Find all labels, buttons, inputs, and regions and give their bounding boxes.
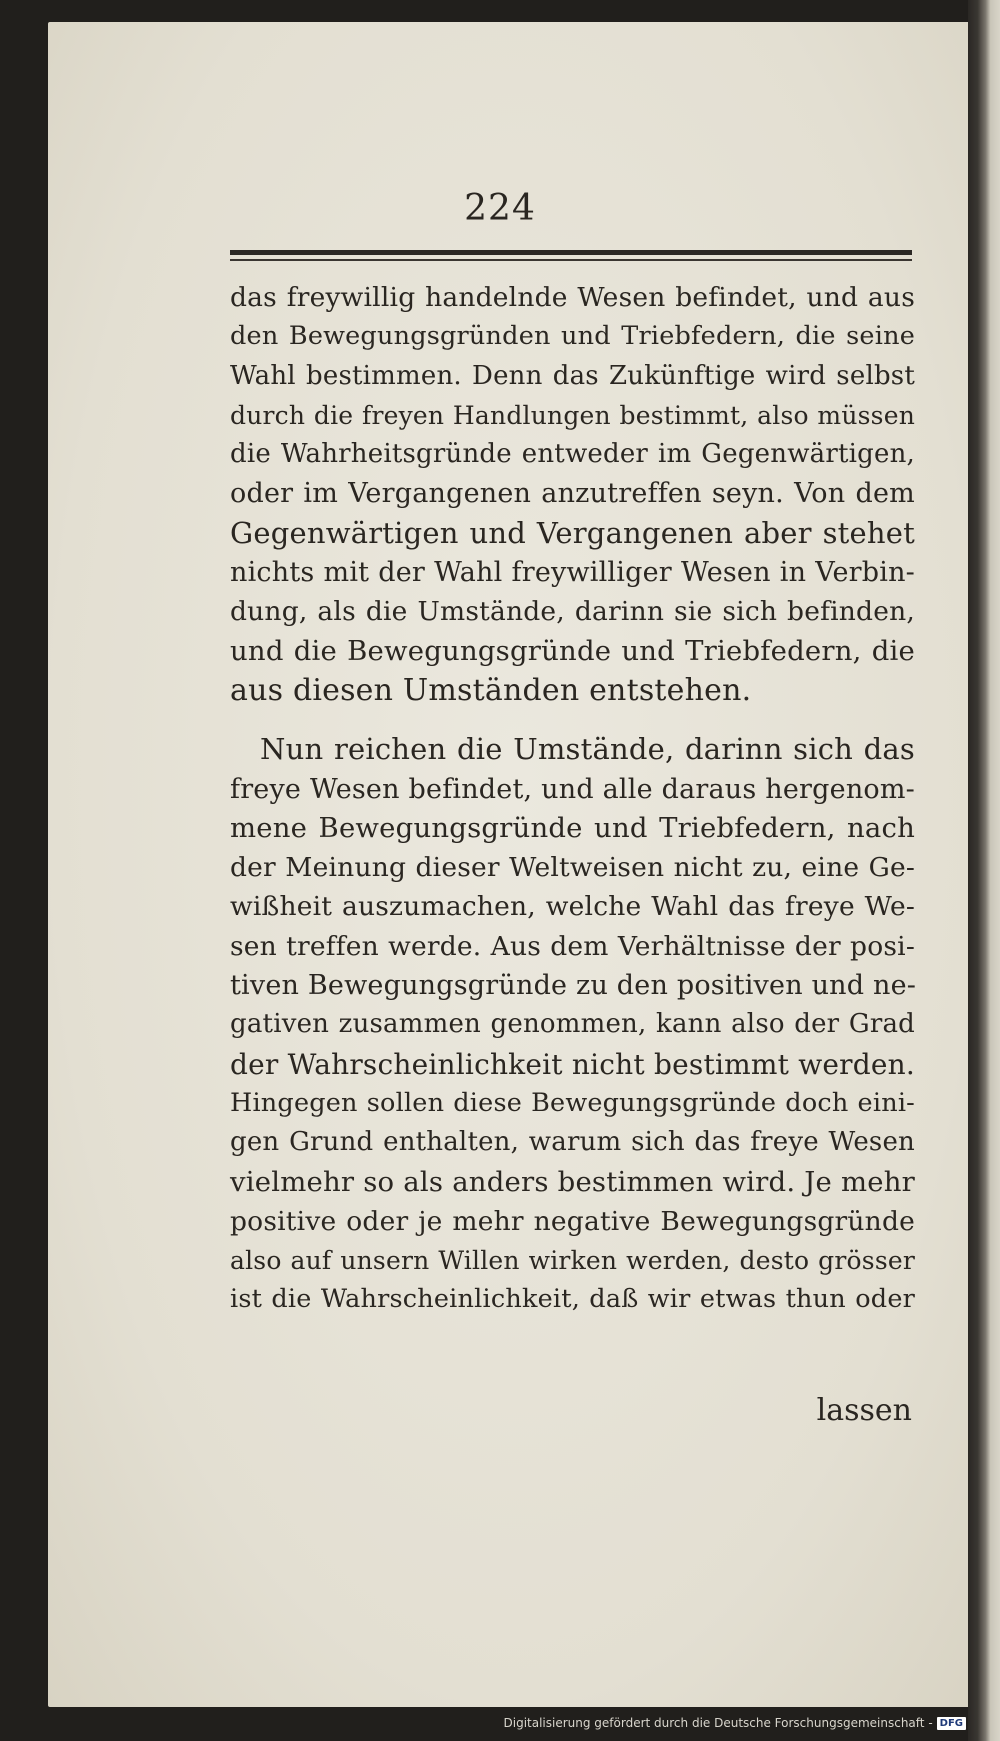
text-line: die Wahrheitsgründe entweder im Gegenwärtigen, xyxy=(230,439,915,470)
text-line: der Wahrscheinlichkeit nicht bestimmt werden. xyxy=(230,1047,915,1081)
paragraph-2 xyxy=(230,730,915,1319)
body-text xyxy=(230,278,915,1320)
text-line: freye Wesen befindet, und alle daraus hergenom- xyxy=(230,773,915,805)
text-line: Wahl bestimmen. Denn das Zukünftige wird selbst xyxy=(230,360,915,391)
text-line: wißheit auszumachen, welche Wahl das freye We- xyxy=(230,891,915,923)
text-line: das freywillig handelnde Wesen befindet, und aus xyxy=(230,282,915,313)
text-line: dung, als die Umstände, darinn sie sich befinden, xyxy=(230,596,915,628)
paragraph-gap xyxy=(230,710,915,730)
text-line: positive oder je mehr negative Bewegungsgründe xyxy=(230,1205,915,1237)
text-line: ist die Wahrscheinlichkeit, daß wir etwas thun oder xyxy=(230,1284,915,1315)
text-line: aus diesen Umständen entstehen. xyxy=(230,672,752,708)
text-line: gen Grund enthalten, warum sich das freye Wesen xyxy=(230,1127,915,1158)
text-line: Hingegen sollen diese Bewegungsgründe doch eini- xyxy=(230,1087,915,1118)
text-line: nichts mit der Wahl freywilliger Wesen in Verbin- xyxy=(230,557,915,589)
text-line: vielmehr so als anders bestimmen wird. Je mehr xyxy=(230,1165,915,1198)
paragraph-1 xyxy=(230,278,915,710)
text-line: der Meinung dieser Weltweisen nicht zu, eine Ge- xyxy=(230,852,915,884)
header-rule-thin xyxy=(230,259,912,261)
text-line: Nun reichen die Umstände, darinn sich das xyxy=(260,732,915,767)
credit-text: Digitalisierung gefördert durch die Deutsche Forschungsgemeinschaft - xyxy=(503,1716,933,1730)
catchword: lassen xyxy=(816,1393,912,1428)
text-line: also auf unsern Willen wirken werden, desto grösser xyxy=(230,1246,915,1276)
text-line: gativen zusammen genommen, kann also der Grad xyxy=(230,1009,915,1040)
text-line: durch die freyen Handlungen bestimmt, also müssen xyxy=(230,400,915,430)
header-rule xyxy=(230,250,912,262)
page-number: 224 xyxy=(464,188,536,229)
book-gutter xyxy=(968,0,1000,1741)
header-rule-thick xyxy=(230,250,912,255)
dfg-logo: DFG xyxy=(937,1717,966,1730)
text-line: den Bewegungsgründen und Triebfedern, die seine xyxy=(230,321,915,352)
text-line: tiven Bewegungsgründe zu den positiven und ne- xyxy=(230,970,917,1002)
text-line: mene Bewegungsgründe und Triebfedern, nach xyxy=(230,811,915,844)
text-line: Gegenwärtigen und Vergangenen aber stehet xyxy=(230,515,915,550)
text-line: sen treffen werde. Aus dem Verhältnisse der posi- xyxy=(230,930,915,962)
digitization-credit xyxy=(504,1716,967,1730)
text-line: und die Bewegungsgründe und Triebfedern, die xyxy=(230,634,915,667)
text-line: oder im Vergangenen anzutreffen seyn. Von dem xyxy=(230,478,915,510)
